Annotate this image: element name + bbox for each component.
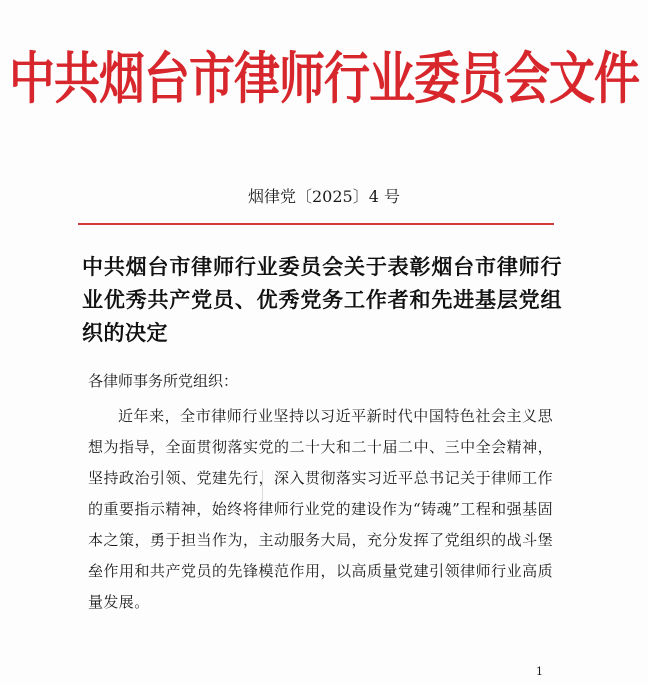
body-paragraph: 近年来，全市律师行业坚持以习近平新时代中国特色社会主义思想为指导，全面贯彻落实党的二十大和二十届二中、三中全会精神，坚持政治引领、党建先行，深入贯彻落实习近平总书记关于律师工作的重要指示精神，始终将律师行业党的建设作为“铸魂”工程和强基固本之策，勇于担当作为，主动服务大局，充分发挥了党组织的战斗堡垒作用和共产党员的先锋模范作用，以高质量党建引领律师行业高质量发展。 <box>88 407 553 611</box>
page-number: 1 <box>536 665 543 678</box>
salutation: 各律师事务所党组织： <box>88 372 239 390</box>
document-number: 烟律党〔2025〕4 号 <box>248 187 400 206</box>
red-divider-line <box>78 223 554 225</box>
scan-shadow-mark <box>262 470 277 510</box>
document-title: 中共烟台市律师行业委员会关于表彰烟台市律师行业优秀共产党员、优秀党务工作者和先进基层党组织的决定 <box>82 254 562 345</box>
masthead-title: 中共烟台市律师行业委员会文件 <box>9 45 639 112</box>
